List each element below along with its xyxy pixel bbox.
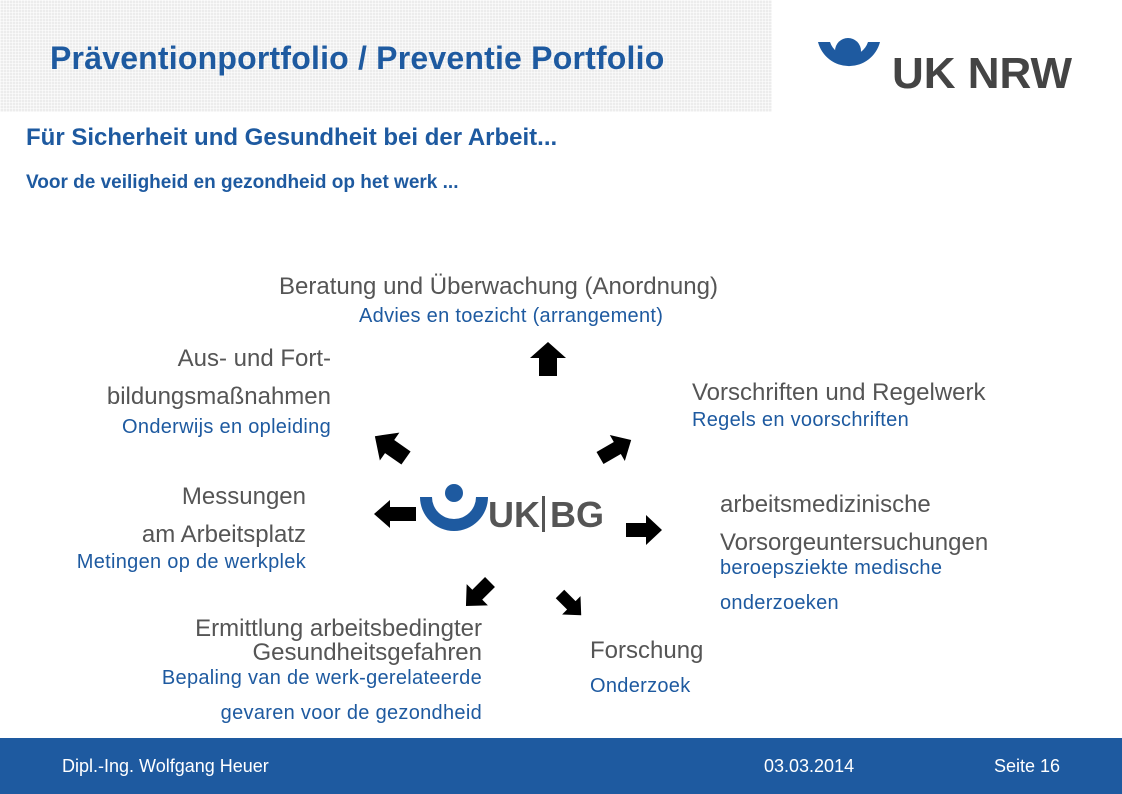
ukbg-logo-uk: UK	[488, 494, 540, 535]
subtitle-de: Für Sicherheit und Gesundheit bei der Arbeit...	[26, 124, 558, 151]
label-arbeitsmed-nl-1: beroepsziekte medische	[720, 557, 943, 579]
label-vorschriften-de: Vorschriften und Regelwerk	[692, 379, 986, 406]
label-ausbildung-de-1: Aus- und Fort-	[177, 345, 331, 372]
footer-author: Dipl.-Ing. Wolfgang Heuer	[62, 756, 269, 776]
footer-page-number: Seite 16	[994, 756, 1061, 776]
arrow-right-icon	[626, 515, 662, 545]
label-beratung-de: Beratung und Überwachung (Anordnung)	[279, 273, 718, 300]
footer-date: 03.03.2014	[764, 756, 855, 776]
label-forschung-de: Forschung	[590, 637, 704, 664]
arrow-upright-icon	[593, 427, 639, 471]
arrow-downright-icon	[551, 585, 591, 625]
arrow-left-icon	[374, 500, 416, 528]
label-ausbildung-de-2: bildungsmaßnahmen	[106, 383, 331, 410]
label-ermittlung-de-2: Gesundheitsgefahren	[252, 639, 482, 666]
label-ermittlung-nl-1: Bepaling van de werk-gerelateerde	[161, 667, 482, 689]
label-ausbildung-nl: Onderwijs en opleiding	[122, 416, 331, 438]
page-title: Präventionportfolio / Preventie Portfolio	[50, 40, 665, 76]
label-messungen-de-1: Messungen	[181, 483, 306, 510]
arrow-up-icon	[530, 342, 566, 376]
label-arbeitsmed-de-1: arbeitsmedizinische	[720, 491, 931, 518]
label-arbeitsmed-nl-2: onderzoeken	[720, 592, 839, 614]
label-ermittlung-de-1: Ermittlung arbeitsbedingter	[195, 615, 482, 642]
arrow-downleft-icon	[455, 571, 500, 616]
ukbg-logo-bg: BG	[550, 494, 604, 535]
label-arbeitsmed-de-2: Vorsorgeuntersuchungen	[720, 529, 989, 556]
arrow-upleft-icon	[365, 422, 416, 472]
logo-text: UK NRW	[892, 49, 1073, 98]
label-ermittlung-nl-2: gevaren voor de gezondheid	[220, 702, 482, 724]
subtitle-nl: Voor de veiligheid en gezondheid op het werk ...	[26, 172, 459, 193]
label-messungen-nl: Metingen op de werkplek	[76, 551, 306, 573]
label-beratung-nl: Advies en toezicht (arrangement)	[359, 305, 664, 327]
label-forschung-nl: Onderzoek	[590, 675, 691, 697]
label-vorschriften-nl: Regels en voorschriften	[692, 409, 910, 431]
label-messungen-de-2: am Arbeitsplatz	[141, 521, 306, 548]
